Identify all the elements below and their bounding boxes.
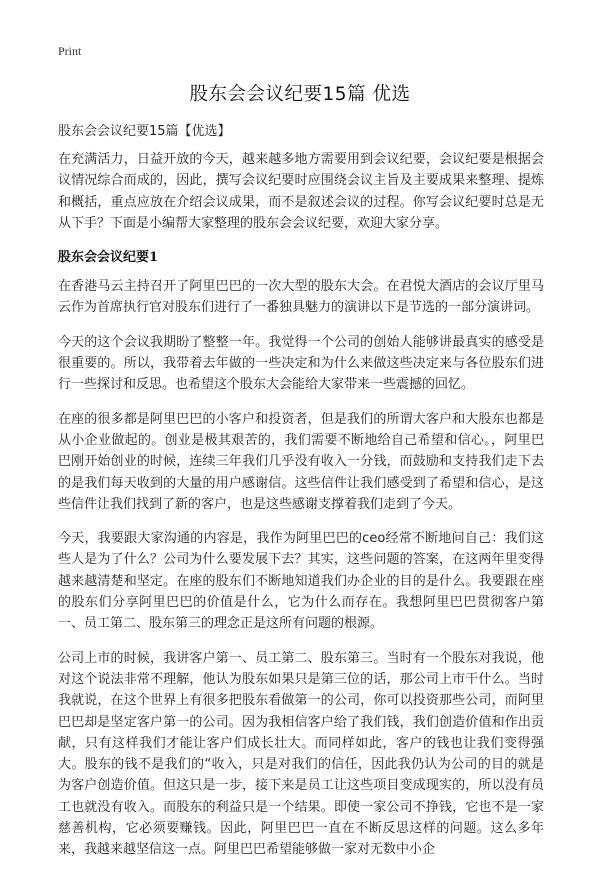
body-paragraph: 在香港马云主持召开了阿里巴巴的一次大型的股东大会。在君悦大酒店的会议厅里马云作为首席执行官对股东们进行了一番独具魅力的演讲以下是节选的一部分演讲词。 <box>58 279 544 316</box>
body-paragraph: 在座的很多都是阿里巴巴的小客户和投资者，但是我们的所谓大客户和大股东也都是从小企业做起的。创业是极其艰苦的，我们需要不断地给自己希望和信心。，阿里巴巴刚开始创业的时候，连续三年我们几乎没有收入一分钱，而鼓励和支持我们走下去的是我们每天收到的大量的用户感谢信。这些信件让我们感受到了希望和信心，是这些信件让我们找到了新的客户，也是这些感谢支撑着我们走到了今天。 <box>58 411 544 512</box>
document-title: 股东会会议纪要15篇 优选 <box>189 84 411 105</box>
intro-paragraph: 在充满活力，日益开放的今天，越来越多地方需要用到会议纪要，会议纪要是根据会议情况综合而成的，因此，撰写会议纪要时应围绕会议主旨及主要成果来整理、提炼和概括，重点应放在介绍会议成果，而不是叙述会议的过程。你写会议纪要时总是无从下手？下面是小编帮大家整理的股东会会议纪要，欢迎大家分享。 <box>58 152 544 231</box>
body-paragraph: 今天，我要跟大家沟通的内容是，我作为阿里巴巴的ceo经常不断地问自己：我们这些人是为了什么？公司为什么要发展下去？其实，这些问题的答案，在这两年里变得越来越清楚和坚定。在座的股东们不断地知道我们办企业的目的是什么。我要跟在座的股东们分享阿里巴巴的价值是什么，它为什么而存在。我想阿里巴巴贯彻客户第一、员工第二、股东第三的理念正是这所有问题的根源。 <box>58 531 544 632</box>
document-body <box>58 149 544 874</box>
body-paragraph: 今天的这个会议我期盼了整整一年。我觉得一个公司的创始人能够讲最真实的感受是很重要的。所以，我带着去年做的一些决定和为什么来做这些决定来与各位股东们进行一些探讨和反思。也希望这个股东大会能给大家带来一些震撼的回忆。 <box>58 334 544 393</box>
section-heading: 股东会会议纪要1 <box>58 250 159 266</box>
document-subtitle: 股东会会议纪要15篇【优选】 <box>58 124 231 139</box>
body-paragraph: 公司上市的时候，我讲客户第一、员工第二、股东第三。当时有一个股东对我说，他对这个说法非常不理解，他认为股东如果只是第三位的话，那公司上市干什么。当时我就说，在这个世界上有很多把股东看做第一的公司，你可以投资那些公司，而阿里巴巴却是坚定客户第一的公司。因为我相信客户给了我们钱，我们创造价值和作出贡献，只有这样我们才能让客户们成长壮大。而同样如此，客户的钱也让我们变得强大。股东的钱不是我们的“收入，只是对我们的信任，因此我仍认为公司的目的就是为客户创造价值。但这只是一步，接下来是员工让这些项目变成现实的，所以没有员工也就没有收入。而股东的利益只是一个结果。即使一家公司不挣钱，它也不是一家慈善机构，它必须要赚钱。因此，阿里巴巴一直在不断反思这样的问题。这么多年来，我越来越坚信这一点。阿里巴巴希望能够做一家对无数中小企 <box>58 650 544 858</box>
print-label[interactable]: Print <box>58 44 82 58</box>
